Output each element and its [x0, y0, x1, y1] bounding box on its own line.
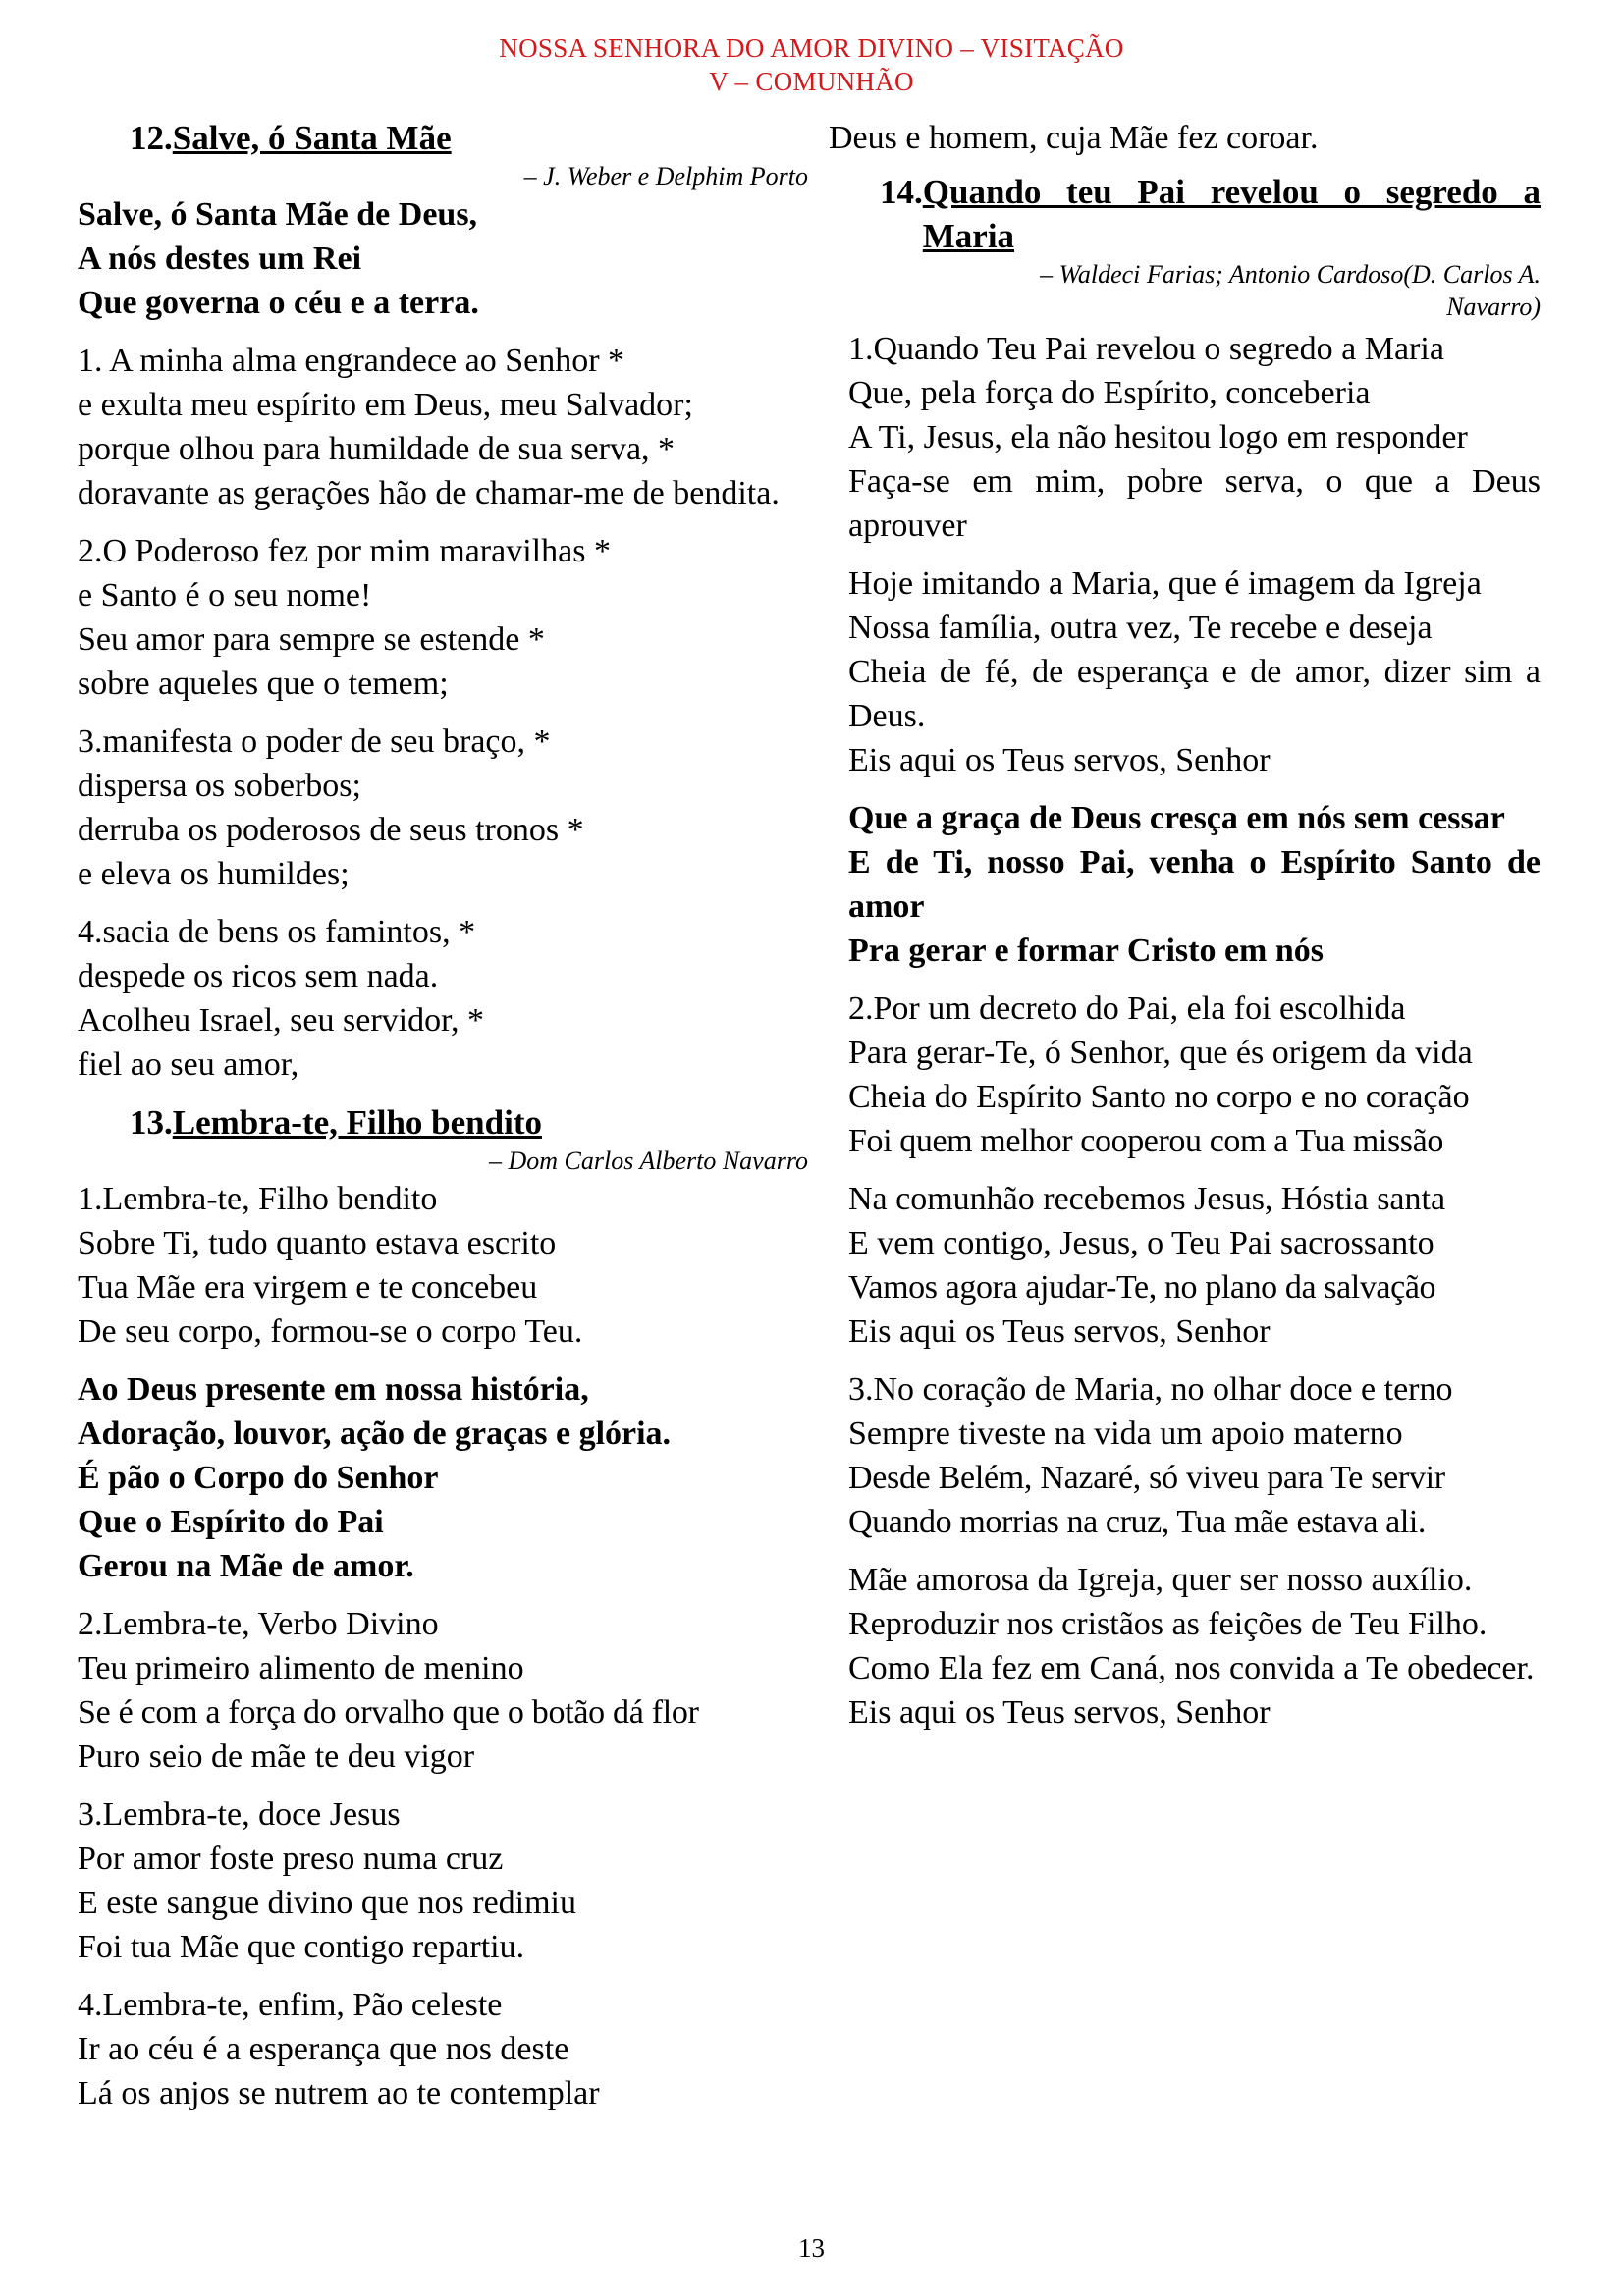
text-line: Seu amor para sempre se estende * — [78, 621, 545, 658]
stanza — [78, 339, 808, 515]
page-number: 13 — [798, 2233, 825, 2263]
text-line: Salve, ó Santa Mãe de Deus, — [78, 196, 478, 233]
stanza — [78, 720, 808, 896]
text-line: Ir ao céu é a esperança que nos deste — [78, 2031, 569, 2067]
text-line: De seu corpo, formou-se o corpo Teu. — [78, 1313, 583, 1350]
text-line: e exulta meu espírito em Deus, meu Salvador; — [78, 387, 693, 423]
stanza — [78, 1983, 808, 2115]
text-line: 3.No coração de Maria, no olhar doce e terno — [848, 1371, 1453, 1408]
text-line: Nossa família, outra vez, Te recebe e deseja — [848, 610, 1433, 646]
stanza — [78, 1177, 808, 1354]
text-line: Ao Deus presente em nossa história, — [78, 1371, 589, 1408]
text-line: Acolheu Israel, seu servidor, * — [78, 1002, 485, 1039]
text-line: Reproduzir nos cristãos as feições de Teu Filho. — [848, 1606, 1488, 1642]
stanza — [848, 327, 1541, 548]
song-title — [78, 116, 808, 160]
text-line: Hoje imitando a Maria, que é imagem da Igreja — [848, 565, 1482, 602]
text-line: 2.Lembra-te, Verbo Divino — [78, 1606, 439, 1642]
text-line: Foi quem melhor cooperou com a Tua missão — [848, 1123, 1443, 1159]
text-line: Pra gerar e formar Cristo em nós — [848, 933, 1325, 969]
text-line: e eleva os humildes; — [78, 856, 350, 892]
text-line: 2.Por um decreto do Pai, ela foi escolhida — [848, 990, 1406, 1027]
text-line: 2.O Poderoso fez por mim maravilhas * — [78, 533, 611, 569]
text-line: Que, pela força do Espírito, conceberia — [848, 375, 1371, 411]
text-line: Na comunhão recebemos Jesus, Hóstia santa — [848, 1181, 1446, 1217]
text-line: E este sangue divino que nos redimiu — [78, 1885, 577, 1921]
text-line: Foi tua Mãe que contigo repartiu. — [78, 1929, 525, 1965]
song-author: – J. Weber e Delphim Porto — [523, 162, 808, 190]
text-line: despede os ricos sem nada. — [78, 958, 439, 994]
text-line: Que governa o céu e a terra. — [78, 285, 479, 321]
text-line: 3.Lembra-te, doce Jesus — [78, 1796, 401, 1833]
text-line: Teu primeiro alimento de menino — [78, 1650, 524, 1686]
text-line: Quando morrias na cruz, Tua mãe estava ali. — [848, 1504, 1427, 1540]
song-title — [78, 1100, 808, 1145]
stanza — [848, 1558, 1541, 1735]
stanza — [78, 529, 808, 706]
song-title-text: Salve, ó Santa Mãe — [172, 119, 452, 157]
text-line: Sobre Ti, tudo quanto estava escrito — [78, 1225, 557, 1261]
text-line: 1.Quando Teu Pai revelou o segredo a Maria — [848, 331, 1444, 367]
song-title-text: Lembra-te, Filho bendito — [172, 1103, 542, 1142]
text-line: fiel ao seu amor, — [78, 1046, 299, 1083]
refrain — [848, 796, 1541, 973]
right-column — [829, 116, 1541, 1748]
text-line: Por amor foste preso numa cruz — [78, 1841, 504, 1877]
stanza — [78, 1792, 808, 1969]
stanza — [848, 1367, 1541, 1544]
song-author: – Waldeci Farias; Antonio Cardoso(D. Carlos A. Navarro) — [1040, 260, 1541, 321]
page-header — [0, 31, 1623, 98]
text-line: Eis aqui os Teus servos, Senhor — [848, 1694, 1271, 1731]
text-line: 1. A minha alma engrandece ao Senhor * — [78, 343, 625, 379]
text-line: E de Ti, nosso Pai, venha o Espírito Santo de amor — [848, 844, 1541, 925]
song-title — [848, 170, 1541, 258]
continuation-line: Deus e homem, cuja Mãe fez coroar. — [829, 120, 1319, 156]
song-number: 12. — [130, 119, 173, 157]
text-line: Que o Espírito do Pai — [78, 1504, 384, 1540]
stanza — [78, 1602, 808, 1779]
stanza — [848, 987, 1541, 1163]
stanza — [78, 910, 808, 1087]
stanza — [848, 1177, 1541, 1354]
text-line: Puro seio de mãe te deu vigor — [78, 1738, 475, 1775]
text-line: 3.manifesta o poder de seu braço, * — [78, 723, 551, 760]
text-line: Mãe amorosa da Igreja, quer ser nosso auxílio. — [848, 1562, 1473, 1598]
text-line: Que a graça de Deus cresça em nós sem cessar — [848, 800, 1505, 836]
refrain — [78, 1367, 808, 1588]
text-line: Vamos agora ajudar-Te, no plano da salvação — [848, 1269, 1436, 1306]
song-author: – Dom Carlos Alberto Navarro — [488, 1147, 808, 1175]
text-line: Eis aqui os Teus servos, Senhor — [848, 1313, 1271, 1350]
text-line: 1.Lembra-te, Filho bendito — [78, 1181, 438, 1217]
text-line: Faça-se em mim, pobre serva, o que a Deus aprouver — [848, 463, 1541, 544]
text-line: Desde Belém, Nazaré, só viveu para Te servir — [848, 1460, 1445, 1496]
text-line: Para gerar-Te, ó Senhor, que és origem da vida — [848, 1035, 1473, 1071]
song-12 — [78, 116, 808, 1087]
song-number: 13. — [130, 1103, 173, 1142]
song-13 — [78, 1100, 808, 2115]
text-line: A Ti, Jesus, ela não hesitou logo em responder — [848, 419, 1468, 455]
left-column — [78, 116, 808, 2129]
text-line: Cheia de fé, de esperança e de amor, dizer sim a Deus. — [848, 654, 1541, 734]
text-line: derruba os poderosos de seus tronos * — [78, 812, 584, 848]
text-line: 4.Lembra-te, enfim, Pão celeste — [78, 1987, 503, 2023]
text-line: Cheia do Espírito Santo no corpo e no coração — [848, 1079, 1470, 1115]
text-line: e Santo é o seu nome! — [78, 577, 372, 614]
song-title-text: Quando teu Pai revelou o segredo a Maria — [922, 173, 1541, 255]
stanza — [848, 561, 1541, 782]
header-subtitle: V – COMUNHÃO — [709, 67, 914, 96]
song-number: 14. — [880, 173, 923, 211]
text-line: Lá os anjos se nutrem ao te contemplar — [78, 2075, 600, 2111]
header-title: NOSSA SENHORA DO AMOR DIVINO – VISITAÇÃO — [499, 33, 1124, 63]
text-line: Tua Mãe era virgem e te concebeu — [78, 1269, 538, 1306]
text-line: 4.sacia de bens os famintos, * — [78, 914, 476, 950]
continuation-line-block — [829, 116, 1541, 160]
refrain — [78, 192, 808, 325]
text-line: Se é com a força do orvalho que o botão dá flor — [78, 1694, 699, 1731]
text-line: E vem contigo, Jesus, o Teu Pai sacrossanto — [848, 1225, 1434, 1261]
text-line: Eis aqui os Teus servos, Senhor — [848, 742, 1271, 778]
text-line: A nós destes um Rei — [78, 240, 362, 277]
song-14 — [848, 170, 1541, 1735]
text-line: Adoração, louvor, ação de graças e glória. — [78, 1415, 672, 1452]
text-line: Sempre tiveste na vida um apoio materno — [848, 1415, 1403, 1452]
text-line: Gerou na Mãe de amor. — [78, 1548, 414, 1584]
text-line: doravante as gerações hão de chamar-me de bendita. — [78, 475, 780, 511]
text-line: sobre aqueles que o temem; — [78, 666, 449, 702]
text-line: dispersa os soberbos; — [78, 768, 361, 804]
text-line: É pão o Corpo do Senhor — [78, 1460, 439, 1496]
text-line: Como Ela fez em Caná, nos convida a Te obedecer. — [848, 1650, 1535, 1686]
text-line: porque olhou para humildade de sua serva, * — [78, 431, 676, 467]
